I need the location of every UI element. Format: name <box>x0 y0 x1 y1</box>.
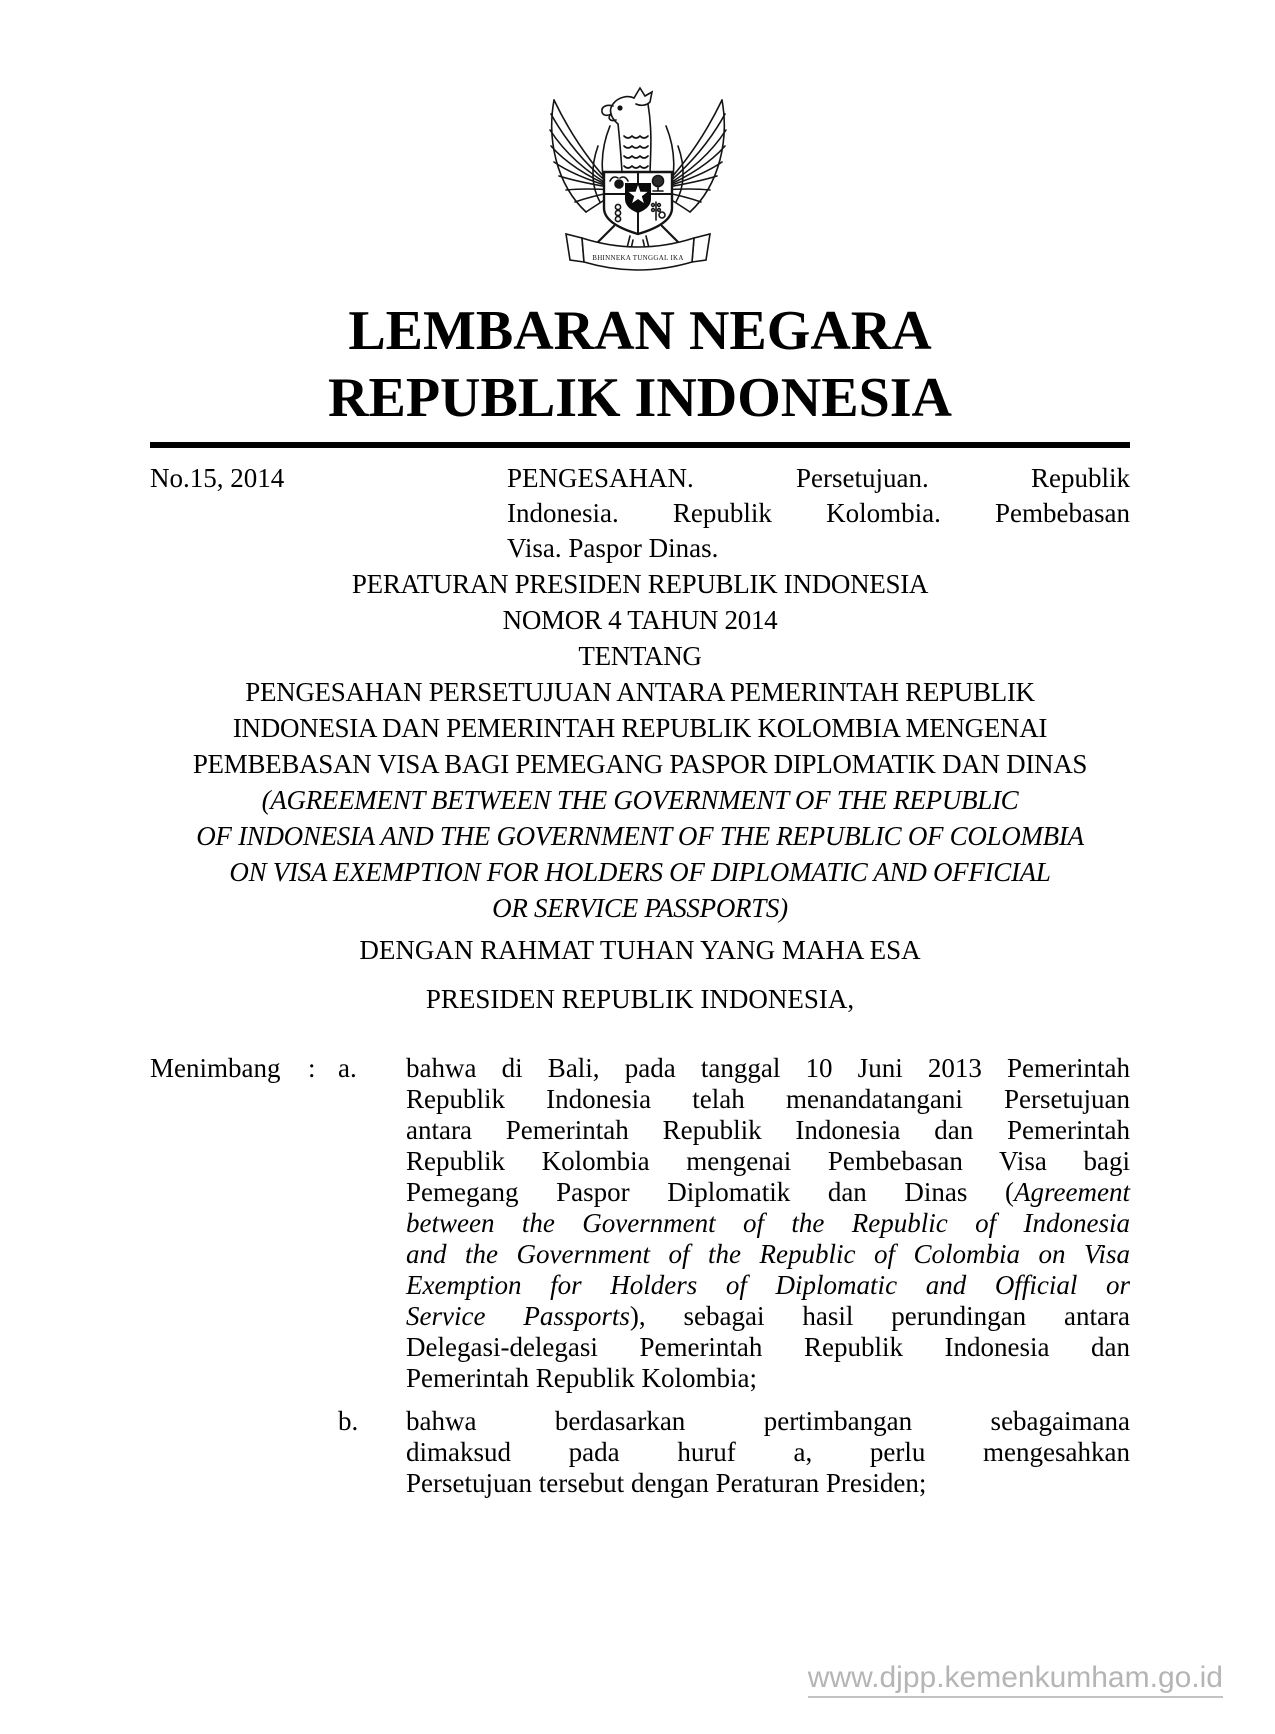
regulation-title: PERATURAN PRESIDEN REPUBLIK INDONESIA NOMOR 4 TAHUN 2014 TENTANG PENGESAHAN PERSETUJUAN ANTARA PEMERINTAH REPUBLIK INDONESIA DAN PEMERINTAH REPUBLIK KOLOMBIA MENGENAI PEMBEBASAN VISA BAGI PEMEGANG PASPOR DIPLOMATIK DAN DINAS (AGREEMENT BETWEEN THE GOVERNMENT OF THE REPUBLIC OF INDONESIA AND THE GOVERNMENT OF THE REPUBLIC OF COLOMBIA ON VISA EXEMPTION FOR HOLDERS OF DIPLOMATIC AND OFFICIAL OR SERVICE PASSPORTS) <box>192 569 1088 923</box>
considering-item-letters <box>338 1053 406 1499</box>
gazette-number: No.15, 2014 <box>150 463 285 493</box>
emblem-motto: BHINNEKA TUNGGAL IKA <box>591 254 684 262</box>
issuer-line: PRESIDEN REPUBLIK INDONESIA, <box>425 984 855 1014</box>
gazette-title-line2: REPUBLIK INDONESIA <box>328 367 952 429</box>
footer-watermark-link[interactable]: www.djpp.kemenkumham.go.id <box>808 1662 1223 1698</box>
item-b-letter: b. <box>338 1406 359 1436</box>
gazette-abstract: PENGESAHAN. Persetujuan. Republik Indonesia. Republik Kolombia. Pembebasan Visa. Paspor Dinas. <box>507 463 1130 563</box>
invocation-line: DENGAN RAHMAT TUHAN YANG MAHA ESA <box>359 935 921 965</box>
garuda-pancasila-emblem <box>0 84 1275 284</box>
gazette-title <box>150 298 1130 432</box>
considering-colon: : <box>308 1053 316 1083</box>
considering-section <box>150 1053 1130 1499</box>
considering-item-b-text: bahwa berdasarkan pertimbangan sebagaimana dimaksud pada huruf a, perlu mengesahkan Persetujuan tersebut dengan Peraturan Presiden; <box>406 1406 1130 1498</box>
gazette-title-line1: LEMBARAN NEGARA <box>348 300 932 362</box>
considering-item-texts <box>406 1053 1130 1499</box>
pancasila-shield <box>604 172 672 234</box>
considering-label: Menimbang <box>150 1053 281 1083</box>
considering-item-a-text: bahwa di Bali, pada tanggal 10 Juni 2013 Pemerintah Republik Indonesia telah menandatangani Persetujuan antara Pemerintah Republik Indonesia dan Pemerintah Republik Kolombia mengenai Pembebasan Visa bagi Pemegang Paspor Diplomatik dan Dinas (Agreement between the Government of the Republic of Indonesia and the Government of the Republic of Colombia on Visa Exemption for Holders of Diplomatic and Official or Service Passports), sebagai hasil perundingan antara Delegasi-delegasi Pemerintah Republik Indonesia dan Pemerintah Republik Kolombia; <box>406 1053 1130 1393</box>
masthead-rule <box>150 442 1130 448</box>
eagle-head <box>601 88 651 172</box>
gazette-page <box>0 84 1275 1734</box>
garuda-pancasila-emblem <box>548 84 728 284</box>
item-a-letter: a. <box>338 1053 357 1083</box>
